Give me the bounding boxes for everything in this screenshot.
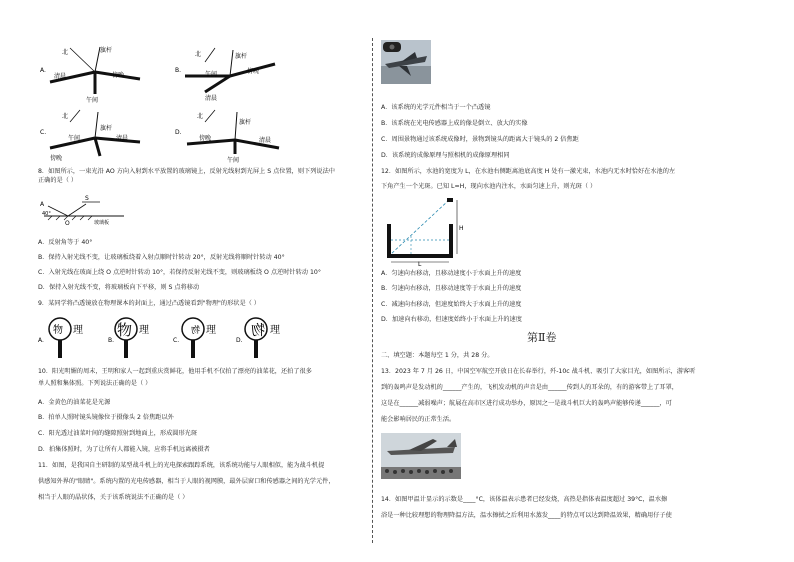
outside-char: 理 [270, 325, 280, 336]
point-a-label: A [40, 201, 45, 208]
question-11-option-a: A．该系统的光学元件相当于一个凸透镜 [381, 104, 491, 111]
lens-char-1: 物 [190, 326, 200, 336]
question-11-option-d: D．该系统的成像原理与照相机的成像原理相同 [381, 152, 510, 159]
morning-label: 清晨 [54, 73, 67, 80]
evening-label: 傍晚 [50, 155, 63, 162]
question-8-option-c: C．入射光线在玻面上绕 O 点逆时针转动 10°，若保持反射光线不变，则玻璃板绕 O 点逆时针转动 10° [38, 269, 321, 276]
width-label: L [418, 261, 422, 266]
morning-label: 清晨 [116, 135, 129, 142]
evening-label: 傍晚 [112, 72, 125, 79]
magnifier-options [38, 314, 338, 360]
question-10-option-d: D．拍集体照时，为了让所有人都能入镜，应将手机远离被摄者 [38, 446, 210, 453]
lens-char-1: 物 [53, 325, 63, 336]
question-12-option-b: B．匀速向右移动，且移动速度等于水面上升的速度 [381, 285, 522, 292]
sundial-figure-d [175, 104, 295, 166]
option-b-label: B. [175, 67, 182, 74]
option-a-label: A. [40, 67, 46, 74]
fighter-jet-photo [381, 40, 431, 84]
pole-label: 旗杆 [100, 47, 113, 54]
evening-label: 傍晚 [247, 68, 260, 75]
question-9-stem: 9．某同学将凸透镜放在物理课本的封面上，通过凸透镜看到"物理"的形状是（ ） [38, 300, 260, 307]
north-label: 北 [195, 51, 202, 58]
question-10-stem-cont: 单人照和集体照。下列说法正确的是（ ） [38, 380, 152, 387]
question-14-line-2: 浴是一种比较理想的物理降温方法，温水擦拭之后利用水蒸发____的特点可以达到降温效果，精确用仔子使 [381, 512, 672, 519]
pole-label: 旗杆 [239, 119, 252, 126]
option-d-label: D. [236, 337, 243, 344]
question-13-line-3: 这是在______减弱噪声；航展在高市区进行成功举办，原因之一是战斗机巨大的轰鸣声能够传递______，可 [381, 400, 672, 407]
sundial-figure-a [40, 42, 160, 104]
noon-label: 午间 [227, 157, 240, 164]
glass-label: 玻璃板 [94, 220, 110, 226]
question-8-option-b: B．保持入射光线不变，让玻璃板绕着入射点顺时针转动 20°，反射光线将顺时针转动 40° [38, 254, 285, 261]
question-8-stem: 8．如图所示，一束光沿 AO 方向入射到水平放置的玻璃镜上，反射光线射到光屏上 S 点位置，则下列说法中 [38, 168, 335, 175]
question-13-line-1: 13．2023 年 7 月 26 日，中国空军航空开放日在长春举行，歼-10c 战斗机、吸引了大家目光，如图所示，游客听 [381, 368, 696, 375]
noon-label: 午间 [86, 97, 99, 104]
water-tank-figure [381, 196, 471, 266]
outside-char: 理 [139, 325, 149, 336]
question-11-stem: 11．如图，是我国自主研制的某型战斗机上的光电探索跟踪系统，该系统功能与人眼相似，能为战斗机提 [38, 462, 325, 469]
question-10-option-a: A．金黄色的油菜花是光源 [38, 399, 111, 406]
lens-char-1: 物 [117, 321, 133, 339]
north-label: 北 [197, 113, 204, 120]
option-d-label: D. [175, 129, 182, 136]
question-10-stem: 10．阳光明媚的周末，王明和家人一起到重庆赏鲜花，他用手机不仅拍了漂亮的油菜花，还拍了很多 [38, 368, 312, 375]
pole-label: 旗杆 [100, 125, 113, 132]
sundial-figure-c [40, 104, 160, 166]
question-13-line-2: 到的轰鸣声是发动机的______产生的，飞机发动机的声音是由______传到人的耳朵的，有的游客带上了耳罩， [381, 384, 678, 391]
pole-label: 旗杆 [235, 53, 248, 60]
question-11-option-c: C．周围景物通过该系统成像时，景物到镜头的距离大于镜头的 2 倍焦距 [381, 136, 579, 143]
noon-label: 午间 [68, 135, 81, 142]
north-label: 北 [62, 113, 69, 120]
question-14-line-1: 14．如图甲温计显示的示数是____°C，该体温表示患者已经发烧，高热是指体表温度超过 39°C，温水擦 [381, 496, 668, 503]
sundial-figure-b [175, 42, 295, 104]
lens-char-1: 物 [251, 323, 265, 339]
point-o-label: O [65, 220, 70, 227]
transport-plane-photo [381, 433, 461, 479]
question-12-option-d: D．加速向右移动，但速度始终小于水面上升的速度 [381, 316, 522, 323]
part-2-heading: 第Ⅱ卷 [527, 331, 557, 344]
question-8-option-a: A．反射角等于 40° [38, 239, 93, 246]
question-12-stem: 12．如图所示，水池的宽度为 L，在水池右侧距离池底高度 H 处有一激光束，水池内无水时恰好在水池的左 [381, 168, 676, 175]
outside-char: 理 [206, 325, 216, 336]
option-b-label: B. [108, 337, 115, 344]
evening-label: 傍晚 [199, 135, 212, 142]
question-11-option-b: B．该系统在光电传感器上成的像是倒立、放大的实像 [381, 120, 528, 127]
question-11-stem-cont: 供感知外界的"眼睛"。系统内置的光电传感器，相当于人眼的视网膜，最外层窗口和传感器之间的光学元件， [38, 478, 335, 485]
option-a-label: A. [38, 337, 44, 344]
option-c-label: C. [40, 129, 47, 136]
north-label: 北 [62, 49, 69, 56]
question-12-stem-cont: 下角产生一个光斑。已知 L=H，现向水池内注水，水面匀速上升，则光斑（ ） [381, 183, 597, 190]
column-divider [372, 38, 373, 543]
angle-label: 40° [42, 211, 51, 217]
question-8-option-d: D．保持入射光线不变，将玻璃板向下平移，则 S 点将移动 [38, 284, 200, 291]
question-10-option-c: C．阳光透过油菜叶间的缝隙照射到地面上，形成圆形光斑 [38, 430, 198, 437]
question-12-option-a: A．匀速向右移动，且移动速度小于水面上升的速度 [381, 270, 522, 277]
point-s-label: S [85, 195, 89, 202]
height-label: H [459, 225, 464, 232]
noon-label: 午间 [205, 71, 218, 78]
outside-char: 理 [73, 325, 83, 336]
question-13-line-4: 能会影响居民的正常生活。 [381, 416, 456, 423]
question-10-option-b: B．拍单人照时镜头镜像位于摄像头 2 倍焦距以外 [38, 414, 174, 421]
question-11-stem-cont2: 相当于人眼的晶状体，关于该系统说法不正确的是（ ） [38, 494, 189, 501]
morning-label: 清晨 [205, 95, 218, 102]
question-12-option-c: C．减速向右移动，但速度始终大于水面上升的速度 [381, 301, 522, 308]
question-8-stem-cont: 正确的是（ ） [38, 177, 78, 184]
reflection-figure [38, 192, 128, 232]
option-c-label: C. [173, 337, 180, 344]
morning-label: 清晨 [259, 137, 272, 144]
section-2-heading: 二、填空题：本题每空 1 分，共 28 分。 [381, 352, 494, 359]
